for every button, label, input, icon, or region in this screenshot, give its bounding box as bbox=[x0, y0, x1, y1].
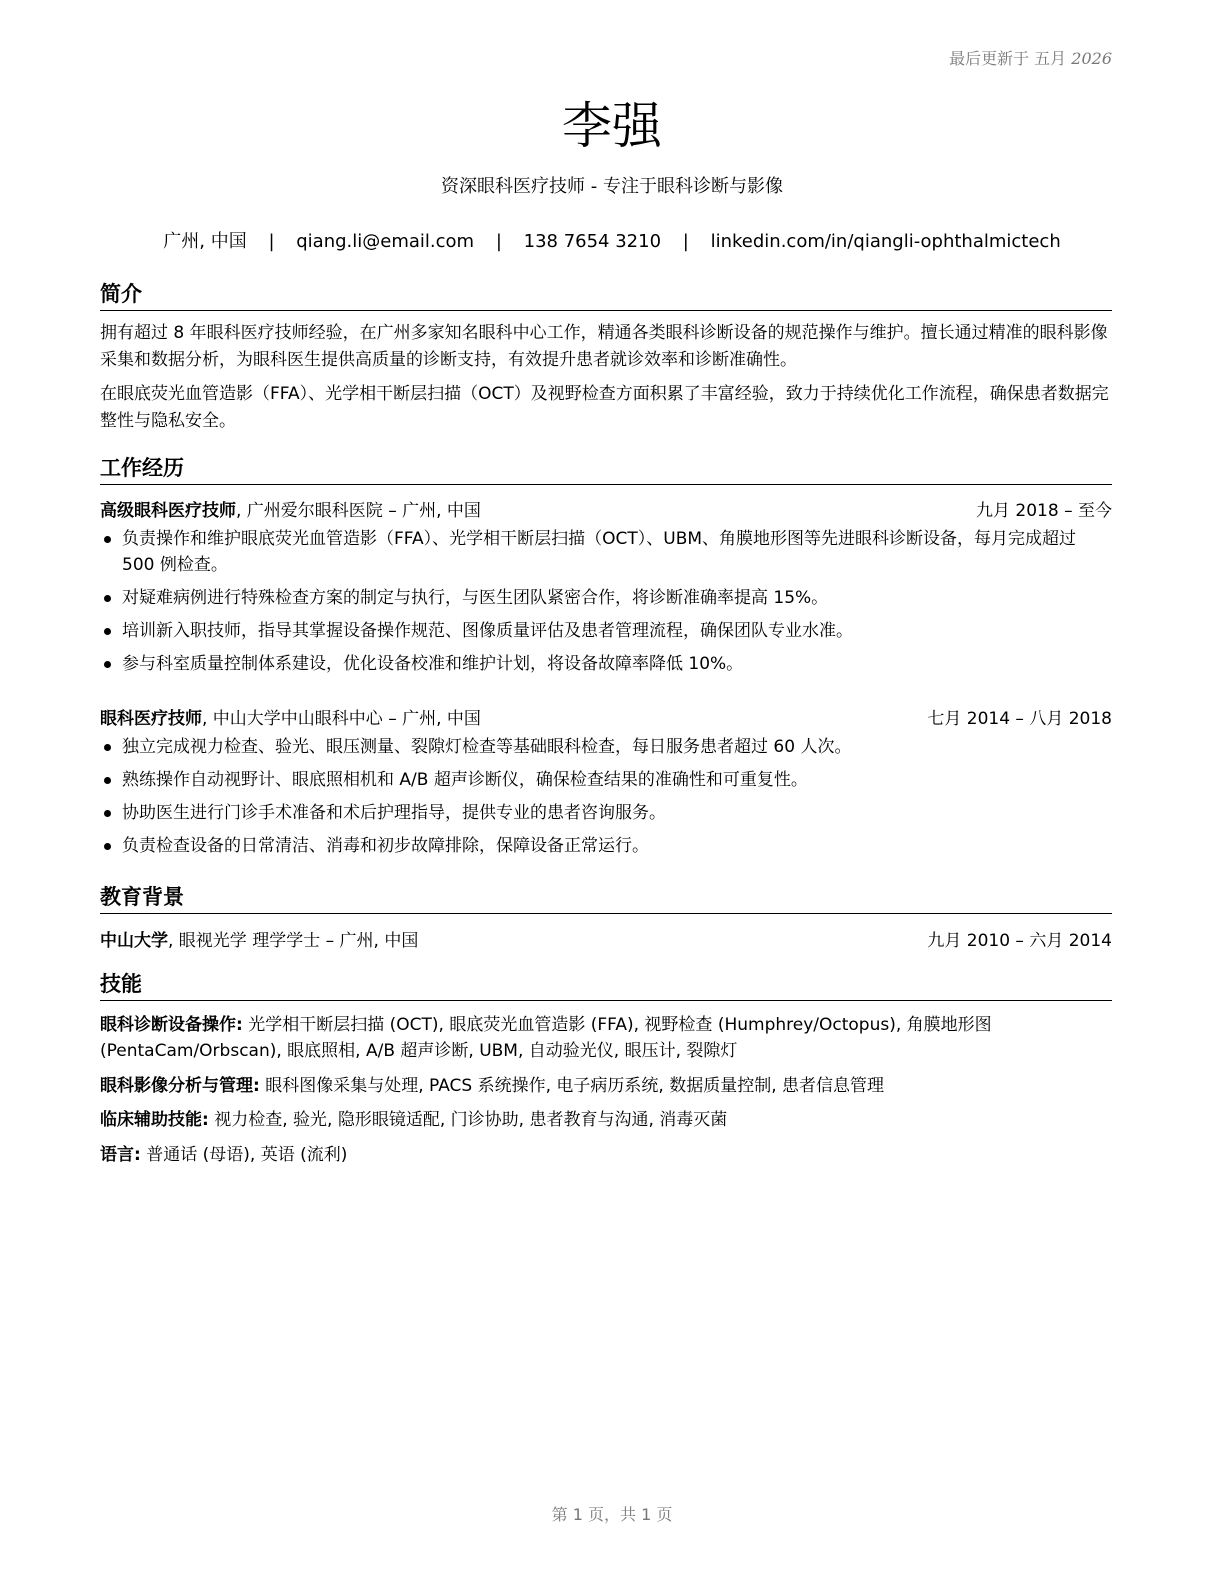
job-title-line bbox=[100, 704, 481, 729]
education-detail: , 眼视光学 理学学士 – 广州, 中国 bbox=[168, 931, 419, 951]
contact-email[interactable]: qiang.li@email.com bbox=[296, 231, 475, 252]
skill-text: 眼科图像采集与处理, PACS 系统操作, 电子病历系统, 数据质量控制, 患者信息管理 bbox=[259, 1076, 885, 1096]
job-dates: 九月 2018 – 至今 bbox=[976, 501, 1112, 521]
job-header bbox=[100, 704, 1112, 729]
skill-row bbox=[100, 1142, 1112, 1168]
contact-phone: 138 7654 3210 bbox=[523, 231, 662, 252]
job-title-line bbox=[100, 496, 481, 521]
section-title-experience: 工作经历 bbox=[100, 452, 1112, 485]
candidate-name: 李强 bbox=[562, 97, 662, 155]
contact-line bbox=[0, 227, 1224, 253]
list-item: 负责检查设备的日常清洁、消毒和初步故障排除，保障设备正常运行。 bbox=[100, 833, 1112, 859]
job-bullets bbox=[100, 526, 1112, 684]
list-item: 培训新入职技师，指导其掌握设备操作规范、图像质量评估及患者管理流程，确保团队专业水准。 bbox=[100, 618, 1112, 644]
job-org: , 中山大学中山眼科中心 – 广州, 中国 bbox=[202, 709, 481, 729]
list-item: 独立完成视力检查、验光、眼压测量、裂隙灯检查等基础眼科检查，每日服务患者超过 60 人次。 bbox=[100, 734, 1112, 760]
section-title-skills: 技能 bbox=[100, 968, 1112, 1001]
job-role: 高级眼科医疗技师 bbox=[100, 501, 236, 521]
skill-row bbox=[100, 1073, 1112, 1099]
list-item: 参与科室质量控制体系建设，优化设备校准和维护计划，将设备故障率降低 10%。 bbox=[100, 651, 1112, 677]
list-item: 负责操作和维护眼底荧光血管造影（FFA）、光学相干断层扫描（OCT）、UBM、角膜地形图等先进眼科诊断设备，每月完成超过 500 例检查。 bbox=[100, 526, 1112, 578]
last-updated bbox=[949, 46, 1112, 69]
skill-text: 普通话 (母语), 英语 (流利) bbox=[140, 1145, 348, 1165]
skill-row bbox=[100, 1107, 1112, 1133]
skill-text: 视力检查, 验光, 隐形眼镜适配, 门诊协助, 患者教育与沟通, 消毒灭菌 bbox=[208, 1110, 728, 1130]
list-item: 协助医生进行门诊手术准备和术后护理指导，提供专业的患者咨询服务。 bbox=[100, 800, 1112, 826]
section-title-summary: 简介 bbox=[100, 278, 1112, 311]
skill-label: 眼科诊断设备操作: bbox=[100, 1015, 243, 1035]
education-dates: 九月 2010 – 六月 2014 bbox=[927, 931, 1112, 951]
job-header bbox=[100, 496, 1112, 521]
last-updated-label: 最后更新于 五月 bbox=[949, 49, 1067, 68]
list-item: 熟练操作自动视野计、眼底照相机和 A/B 超声诊断仪，确保检查结果的准确性和可重复性。 bbox=[100, 767, 1112, 793]
last-updated-year: 2026 bbox=[1071, 49, 1112, 68]
contact-location: 广州, 中国 bbox=[163, 231, 247, 252]
education-entry bbox=[100, 926, 1112, 951]
contact-separator: | bbox=[682, 231, 689, 252]
page-footer: 第 1 页，共 1 页 bbox=[551, 1505, 673, 1524]
headline: 资深眼科医疗技师 - 专注于眼科诊断与影像 bbox=[441, 176, 783, 197]
skill-label: 临床辅助技能: bbox=[100, 1110, 209, 1130]
education-line bbox=[100, 926, 418, 951]
skill-row bbox=[100, 1012, 1112, 1064]
job-dates: 七月 2014 – 八月 2018 bbox=[927, 709, 1112, 729]
skill-text: 光学相干断层扫描 (OCT), 眼底荧光血管造影 (FFA), 视野检查 (Humphrey/Octopus), 角膜地形图 (PentaCam/Orbscan), 眼底照相, A/B 超声诊断, UBM, 自动验光仪, 眼压计, 裂隙灯 bbox=[100, 1015, 992, 1061]
contact-separator: | bbox=[495, 231, 502, 252]
education-school: 中山大学 bbox=[100, 931, 168, 951]
section-title-education: 教育背景 bbox=[100, 881, 1112, 914]
contact-separator: | bbox=[268, 231, 275, 252]
job-role: 眼科医疗技师 bbox=[100, 709, 202, 729]
skill-label: 眼科影像分析与管理: bbox=[100, 1076, 260, 1096]
job-bullets bbox=[100, 734, 1112, 866]
summary-paragraph: 在眼底荧光血管造影（FFA）、光学相干断层扫描（OCT）及视野检查方面积累了丰富经验，致力于持续优化工作流程，确保患者数据完整性与隐私安全。 bbox=[100, 384, 1109, 431]
list-item: 对疑难病例进行特殊检查方案的制定与执行，与医生团队紧密合作，将诊断准确率提高 15%。 bbox=[100, 585, 1112, 611]
contact-linkedin[interactable]: linkedin.com/in/qiangli-ophthalmictech bbox=[710, 231, 1061, 252]
summary-paragraph: 拥有超过 8 年眼科医疗技师经验，在广州多家知名眼科中心工作，精通各类眼科诊断设备的规范操作与维护。擅长通过精准的眼科影像采集和数据分析，为眼科医生提供高质量的诊断支持，有效提升患者就诊效率和诊断准确性。 bbox=[100, 323, 1108, 370]
skill-label: 语言: bbox=[100, 1145, 141, 1165]
job-org: , 广州爱尔眼科医院 – 广州, 中国 bbox=[236, 501, 481, 521]
